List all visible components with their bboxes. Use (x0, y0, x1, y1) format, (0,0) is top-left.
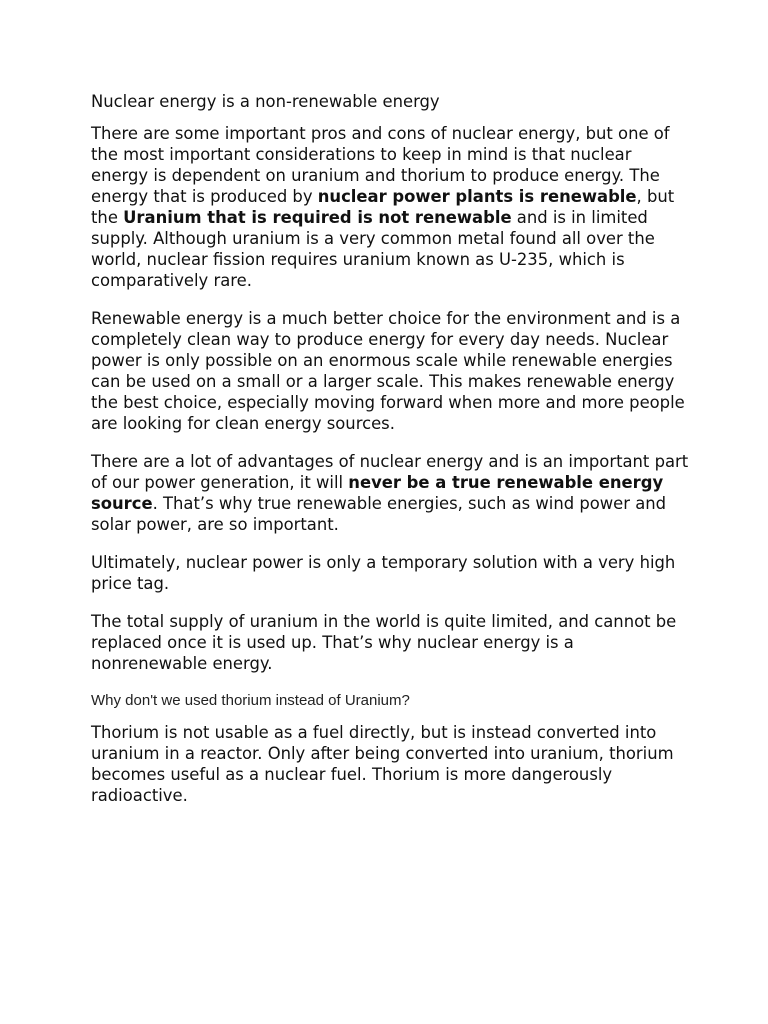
paragraph-thorium: Thorium is not usable as a fuel directly, but is instead converted into uranium in a reactor. Only after being converted into uranium, thorium becomes useful as a nuclear fuel. Thorium is more dangerously radioactive. (91, 723, 674, 805)
document-title: Nuclear energy is a non-renewable energy (91, 92, 440, 111)
paragraph-temporary-solution: Ultimately, nuclear power is only a temporary solution with a very high price tag. (91, 553, 676, 593)
document-body (91, 91, 691, 823)
bold-text-never-renewable: never be a true renewable energy source (91, 473, 664, 513)
paragraph-text: There are some important pros and cons of nuclear energy, but one of the most important considerations to keep in mind is that nuclear energy is dependent on uranium and thorium to produce energy. The energy that is produced by (91, 124, 670, 206)
document-subheading: Why don't we used thorium instead of Uranium? (91, 692, 410, 709)
paragraph-advantages (91, 451, 691, 535)
paragraph-text: . That’s why true renewable energies, such as wind power and solar power, are so important. (91, 494, 667, 534)
bold-text-plants-renewable: nuclear power plants is renewable (317, 187, 637, 206)
paragraph-uranium-dependency (91, 123, 691, 291)
paragraph-text: and is in limited supply. Although uranium is a very common metal found all over the world, nuclear fission requires uranium known as U-235, which is comparatively rare. (91, 208, 655, 290)
paragraph-uranium-supply: The total supply of uranium in the world is quite limited, and cannot be replaced once it is used up. That’s why nuclear energy is a nonrenewable energy. (91, 612, 677, 673)
paragraph-text: , but the (91, 187, 675, 227)
paragraph-renewable-better: Renewable energy is a much better choice for the environment and is a completely clean way to produce energy for every day needs. Nuclear power is only possible on an enormous scale while renewable energies can be used on a small or a larger scale. This makes renewable energy the best choice, especially moving forward when more and more people are looking for clean energy sources. (91, 309, 685, 433)
bold-text-uranium-not-renewable: Uranium that is required is not renewable (123, 208, 512, 227)
paragraph-text: There are a lot of advantages of nuclear energy and is an important part of our power generation, it will (91, 452, 689, 492)
